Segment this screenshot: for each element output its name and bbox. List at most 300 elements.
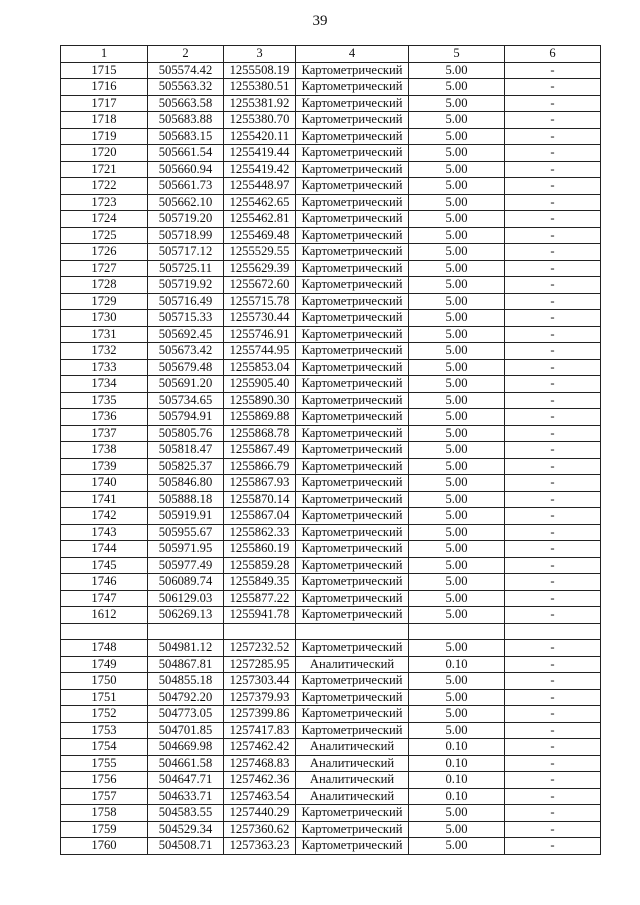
accuracy-cell: 5.00 — [409, 359, 505, 376]
y-coordinate-cell: 1255448.97 — [224, 178, 296, 195]
x-coordinate-cell: 505717.12 — [148, 244, 224, 261]
note-cell: - — [505, 755, 601, 772]
table-row — [61, 79, 601, 96]
accuracy-cell: 5.00 — [409, 475, 505, 492]
note-cell: - — [505, 145, 601, 162]
note-cell: - — [505, 442, 601, 459]
note-cell: - — [505, 343, 601, 360]
x-coordinate-cell: 505846.80 — [148, 475, 224, 492]
note-cell: - — [505, 260, 601, 277]
table-row — [61, 425, 601, 442]
method-cell: Картометрический — [296, 590, 409, 607]
x-coordinate-cell: 506269.13 — [148, 607, 224, 624]
method-cell: Картометрический — [296, 62, 409, 79]
header-cell-1: 1 — [61, 46, 148, 63]
method-cell — [296, 623, 409, 640]
page-number: 39 — [312, 13, 328, 29]
method-cell: Картометрический — [296, 673, 409, 690]
y-coordinate-cell: 1257285.95 — [224, 656, 296, 673]
accuracy-cell — [409, 623, 505, 640]
accuracy-cell: 5.00 — [409, 343, 505, 360]
x-coordinate-cell: 505691.20 — [148, 376, 224, 393]
method-cell: Картометрический — [296, 211, 409, 228]
y-coordinate-cell: 1257417.83 — [224, 722, 296, 739]
y-coordinate-cell: 1255744.95 — [224, 343, 296, 360]
note-cell: - — [505, 310, 601, 327]
y-coordinate-cell: 1257399.86 — [224, 706, 296, 723]
accuracy-cell: 5.00 — [409, 145, 505, 162]
method-cell: Картометрический — [296, 805, 409, 822]
header-cell-2: 2 — [148, 46, 224, 63]
note-cell: - — [505, 194, 601, 211]
x-coordinate-cell: 505971.95 — [148, 541, 224, 558]
note-cell: - — [505, 376, 601, 393]
x-coordinate-cell: 505673.42 — [148, 343, 224, 360]
accuracy-cell: 5.00 — [409, 244, 505, 261]
accuracy-cell: 5.00 — [409, 260, 505, 277]
table-row — [61, 508, 601, 525]
accuracy-cell: 5.00 — [409, 161, 505, 178]
y-coordinate-cell: 1255380.51 — [224, 79, 296, 96]
note-cell: - — [505, 392, 601, 409]
note-cell: - — [505, 574, 601, 591]
accuracy-cell: 5.00 — [409, 458, 505, 475]
y-coordinate-cell: 1255508.19 — [224, 62, 296, 79]
x-coordinate-cell: 506129.03 — [148, 590, 224, 607]
table-row — [61, 574, 601, 591]
x-coordinate-cell: 505794.91 — [148, 409, 224, 426]
y-coordinate-cell: 1257440.29 — [224, 805, 296, 822]
x-coordinate-cell: 505715.33 — [148, 310, 224, 327]
table-row — [61, 409, 601, 426]
x-coordinate-cell: 505805.76 — [148, 425, 224, 442]
method-cell: Картометрический — [296, 574, 409, 591]
accuracy-cell: 5.00 — [409, 491, 505, 508]
point-number-cell: 1721 — [61, 161, 148, 178]
point-number-cell: 1729 — [61, 293, 148, 310]
table-row — [61, 623, 601, 640]
point-number-cell: 1745 — [61, 557, 148, 574]
accuracy-cell: 5.00 — [409, 590, 505, 607]
y-coordinate-cell: 1255867.49 — [224, 442, 296, 459]
y-coordinate-cell: 1255870.14 — [224, 491, 296, 508]
y-coordinate-cell: 1255866.79 — [224, 458, 296, 475]
header-cell-4: 4 — [296, 46, 409, 63]
note-cell: - — [505, 689, 601, 706]
y-coordinate-cell: 1257303.44 — [224, 673, 296, 690]
point-number-cell: 1748 — [61, 640, 148, 657]
method-cell: Картометрический — [296, 541, 409, 558]
x-coordinate-cell: 505719.92 — [148, 277, 224, 294]
table-row — [61, 607, 601, 624]
method-cell: Картометрический — [296, 409, 409, 426]
x-coordinate-cell: 504508.71 — [148, 838, 224, 855]
point-number-cell: 1727 — [61, 260, 148, 277]
point-number-cell: 1719 — [61, 128, 148, 145]
x-coordinate-cell: 505683.15 — [148, 128, 224, 145]
y-coordinate-cell: 1255869.88 — [224, 409, 296, 426]
table-row — [61, 541, 601, 558]
accuracy-cell: 5.00 — [409, 293, 505, 310]
note-cell: - — [505, 491, 601, 508]
y-coordinate-cell: 1255419.44 — [224, 145, 296, 162]
x-coordinate-cell: 505734.65 — [148, 392, 224, 409]
point-number-cell: 1725 — [61, 227, 148, 244]
note-cell: - — [505, 838, 601, 855]
note-cell: - — [505, 475, 601, 492]
accuracy-cell: 5.00 — [409, 689, 505, 706]
method-cell: Картометрический — [296, 706, 409, 723]
point-number-cell: 1730 — [61, 310, 148, 327]
note-cell: - — [505, 409, 601, 426]
accuracy-cell: 0.10 — [409, 656, 505, 673]
note-cell: - — [505, 458, 601, 475]
accuracy-cell: 0.10 — [409, 772, 505, 789]
accuracy-cell: 5.00 — [409, 557, 505, 574]
point-number-cell: 1735 — [61, 392, 148, 409]
accuracy-cell: 5.00 — [409, 821, 505, 838]
x-coordinate-cell: 505725.11 — [148, 260, 224, 277]
y-coordinate-cell: 1257462.36 — [224, 772, 296, 789]
y-coordinate-cell: 1255849.35 — [224, 574, 296, 591]
x-coordinate-cell: 505661.54 — [148, 145, 224, 162]
table-row — [61, 458, 601, 475]
accuracy-cell: 0.10 — [409, 788, 505, 805]
method-cell: Картометрический — [296, 689, 409, 706]
point-number-cell: 1757 — [61, 788, 148, 805]
note-cell — [505, 623, 601, 640]
table-row — [61, 62, 601, 79]
note-cell: - — [505, 772, 601, 789]
point-number-cell: 1760 — [61, 838, 148, 855]
table-row — [61, 821, 601, 838]
x-coordinate-cell: 504529.34 — [148, 821, 224, 838]
point-number-cell: 1724 — [61, 211, 148, 228]
x-coordinate-cell: 505977.49 — [148, 557, 224, 574]
x-coordinate-cell: 506089.74 — [148, 574, 224, 591]
table-row — [61, 590, 601, 607]
method-cell: Картометрический — [296, 194, 409, 211]
note-cell: - — [505, 79, 601, 96]
y-coordinate-cell: 1255462.65 — [224, 194, 296, 211]
table-row — [61, 656, 601, 673]
point-number-cell: 1717 — [61, 95, 148, 112]
method-cell: Аналитический — [296, 772, 409, 789]
table-row — [61, 755, 601, 772]
x-coordinate-cell: 505919.91 — [148, 508, 224, 525]
table-row — [61, 689, 601, 706]
y-coordinate-cell: 1255629.39 — [224, 260, 296, 277]
point-number-cell: 1737 — [61, 425, 148, 442]
x-coordinate-cell: 504661.58 — [148, 755, 224, 772]
y-coordinate-cell: 1255941.78 — [224, 607, 296, 624]
point-number-cell: 1731 — [61, 326, 148, 343]
method-cell: Картометрический — [296, 161, 409, 178]
accuracy-cell: 5.00 — [409, 277, 505, 294]
x-coordinate-cell: 505718.99 — [148, 227, 224, 244]
note-cell: - — [505, 607, 601, 624]
accuracy-cell: 0.10 — [409, 755, 505, 772]
point-number-cell: 1741 — [61, 491, 148, 508]
y-coordinate-cell: 1257363.23 — [224, 838, 296, 855]
x-coordinate-cell: 504981.12 — [148, 640, 224, 657]
point-number-cell: 1754 — [61, 739, 148, 756]
table-row — [61, 145, 601, 162]
method-cell: Картометрический — [296, 392, 409, 409]
method-cell: Картометрический — [296, 508, 409, 525]
table-row — [61, 112, 601, 129]
table-row — [61, 491, 601, 508]
point-number-cell: 1732 — [61, 343, 148, 360]
method-cell: Картометрический — [296, 128, 409, 145]
x-coordinate-cell: 505574.42 — [148, 62, 224, 79]
note-cell: - — [505, 326, 601, 343]
accuracy-cell: 5.00 — [409, 574, 505, 591]
header-cell-3: 3 — [224, 46, 296, 63]
method-cell: Картометрический — [296, 277, 409, 294]
note-cell: - — [505, 524, 601, 541]
method-cell: Картометрический — [296, 821, 409, 838]
accuracy-cell: 5.00 — [409, 541, 505, 558]
y-coordinate-cell: 1255853.04 — [224, 359, 296, 376]
method-cell: Аналитический — [296, 739, 409, 756]
y-coordinate-cell: 1255905.40 — [224, 376, 296, 393]
point-number-cell: 1744 — [61, 541, 148, 558]
x-coordinate-cell: 505663.58 — [148, 95, 224, 112]
method-cell: Картометрический — [296, 376, 409, 393]
method-cell: Картометрический — [296, 475, 409, 492]
x-coordinate-cell: 505679.48 — [148, 359, 224, 376]
x-coordinate-cell: 505825.37 — [148, 458, 224, 475]
accuracy-cell: 5.00 — [409, 178, 505, 195]
table-row — [61, 194, 601, 211]
method-cell: Картометрический — [296, 359, 409, 376]
accuracy-cell: 5.00 — [409, 524, 505, 541]
method-cell: Картометрический — [296, 178, 409, 195]
accuracy-cell: 5.00 — [409, 326, 505, 343]
y-coordinate-cell: 1255859.28 — [224, 557, 296, 574]
table-row — [61, 557, 601, 574]
y-coordinate-cell: 1255420.11 — [224, 128, 296, 145]
y-coordinate-cell: 1255381.92 — [224, 95, 296, 112]
x-coordinate-cell: 504583.55 — [148, 805, 224, 822]
y-coordinate-cell: 1255715.78 — [224, 293, 296, 310]
x-coordinate-cell: 504867.81 — [148, 656, 224, 673]
y-coordinate-cell: 1255867.93 — [224, 475, 296, 492]
header-cell-5: 5 — [409, 46, 505, 63]
method-cell: Картометрический — [296, 310, 409, 327]
method-cell: Картометрический — [296, 458, 409, 475]
point-number-cell: 1759 — [61, 821, 148, 838]
y-coordinate-cell: 1255890.30 — [224, 392, 296, 409]
table-row — [61, 244, 601, 261]
point-number-cell: 1755 — [61, 755, 148, 772]
note-cell: - — [505, 359, 601, 376]
note-cell: - — [505, 590, 601, 607]
y-coordinate-cell — [224, 623, 296, 640]
method-cell: Картометрический — [296, 293, 409, 310]
point-number-cell: 1752 — [61, 706, 148, 723]
method-cell: Картометрический — [296, 260, 409, 277]
note-cell: - — [505, 706, 601, 723]
table-row — [61, 392, 601, 409]
method-cell: Картометрический — [296, 326, 409, 343]
note-cell: - — [505, 656, 601, 673]
accuracy-cell: 5.00 — [409, 211, 505, 228]
table-row — [61, 293, 601, 310]
accuracy-cell: 5.00 — [409, 95, 505, 112]
point-number-cell: 1756 — [61, 772, 148, 789]
point-number-cell: 1758 — [61, 805, 148, 822]
point-number-cell: 1723 — [61, 194, 148, 211]
note-cell: - — [505, 95, 601, 112]
accuracy-cell: 5.00 — [409, 128, 505, 145]
note-cell: - — [505, 425, 601, 442]
method-cell: Картометрический — [296, 145, 409, 162]
table-row — [61, 161, 601, 178]
method-cell: Картометрический — [296, 442, 409, 459]
note-cell: - — [505, 805, 601, 822]
table-row — [61, 227, 601, 244]
note-cell: - — [505, 541, 601, 558]
y-coordinate-cell: 1257360.62 — [224, 821, 296, 838]
x-coordinate-cell: 504701.85 — [148, 722, 224, 739]
table-row — [61, 838, 601, 855]
accuracy-cell: 5.00 — [409, 838, 505, 855]
point-number-cell: 1720 — [61, 145, 148, 162]
note-cell: - — [505, 508, 601, 525]
method-cell: Картометрический — [296, 112, 409, 129]
y-coordinate-cell: 1257463.54 — [224, 788, 296, 805]
point-number-cell: 1728 — [61, 277, 148, 294]
table-row — [61, 376, 601, 393]
method-cell: Картометрический — [296, 640, 409, 657]
x-coordinate-cell: 504855.18 — [148, 673, 224, 690]
header-cell-6: 6 — [505, 46, 601, 63]
x-coordinate-cell: 505716.49 — [148, 293, 224, 310]
point-number-cell: 1751 — [61, 689, 148, 706]
table-row — [61, 475, 601, 492]
x-coordinate-cell: 504773.05 — [148, 706, 224, 723]
point-number-cell — [61, 623, 148, 640]
method-cell: Аналитический — [296, 755, 409, 772]
y-coordinate-cell: 1255862.33 — [224, 524, 296, 541]
table-header — [61, 46, 601, 63]
point-number-cell: 1749 — [61, 656, 148, 673]
accuracy-cell: 5.00 — [409, 722, 505, 739]
x-coordinate-cell: 505661.73 — [148, 178, 224, 195]
method-cell: Аналитический — [296, 788, 409, 805]
x-coordinate-cell: 504647.71 — [148, 772, 224, 789]
accuracy-cell: 5.00 — [409, 640, 505, 657]
y-coordinate-cell: 1255672.60 — [224, 277, 296, 294]
accuracy-cell: 5.00 — [409, 62, 505, 79]
point-number-cell: 1750 — [61, 673, 148, 690]
point-number-cell: 1746 — [61, 574, 148, 591]
table-row — [61, 95, 601, 112]
point-number-cell: 1747 — [61, 590, 148, 607]
y-coordinate-cell: 1255469.48 — [224, 227, 296, 244]
point-number-cell: 1738 — [61, 442, 148, 459]
x-coordinate-cell: 505692.45 — [148, 326, 224, 343]
x-coordinate-cell: 505818.47 — [148, 442, 224, 459]
note-cell: - — [505, 178, 601, 195]
y-coordinate-cell: 1255730.44 — [224, 310, 296, 327]
header-row — [61, 46, 601, 63]
x-coordinate-cell: 505662.10 — [148, 194, 224, 211]
y-coordinate-cell: 1255877.22 — [224, 590, 296, 607]
y-coordinate-cell: 1255868.78 — [224, 425, 296, 442]
note-cell: - — [505, 277, 601, 294]
y-coordinate-cell: 1255860.19 — [224, 541, 296, 558]
accuracy-cell: 5.00 — [409, 310, 505, 327]
accuracy-cell: 5.00 — [409, 376, 505, 393]
point-number-cell: 1739 — [61, 458, 148, 475]
note-cell: - — [505, 293, 601, 310]
point-number-cell: 1715 — [61, 62, 148, 79]
table-row — [61, 326, 601, 343]
note-cell: - — [505, 788, 601, 805]
accuracy-cell: 0.10 — [409, 739, 505, 756]
table-row — [61, 772, 601, 789]
table-row — [61, 673, 601, 690]
point-number-cell: 1743 — [61, 524, 148, 541]
method-cell: Аналитический — [296, 656, 409, 673]
point-number-cell: 1726 — [61, 244, 148, 261]
method-cell: Картометрический — [296, 722, 409, 739]
note-cell: - — [505, 112, 601, 129]
method-cell: Картометрический — [296, 244, 409, 261]
note-cell: - — [505, 722, 601, 739]
method-cell: Картометрический — [296, 607, 409, 624]
table-row — [61, 524, 601, 541]
x-coordinate-cell: 504792.20 — [148, 689, 224, 706]
point-number-cell: 1722 — [61, 178, 148, 195]
method-cell: Картометрический — [296, 79, 409, 96]
accuracy-cell: 5.00 — [409, 442, 505, 459]
table-row — [61, 178, 601, 195]
point-number-cell: 1742 — [61, 508, 148, 525]
y-coordinate-cell: 1257379.93 — [224, 689, 296, 706]
point-number-cell: 1753 — [61, 722, 148, 739]
x-coordinate-cell: 505563.32 — [148, 79, 224, 96]
table-row — [61, 277, 601, 294]
method-cell: Картометрический — [296, 524, 409, 541]
x-coordinate-cell: 505660.94 — [148, 161, 224, 178]
note-cell: - — [505, 161, 601, 178]
x-coordinate-cell — [148, 623, 224, 640]
table-row — [61, 805, 601, 822]
accuracy-cell: 5.00 — [409, 112, 505, 129]
table-row — [61, 343, 601, 360]
method-cell: Картометрический — [296, 838, 409, 855]
y-coordinate-cell: 1257462.42 — [224, 739, 296, 756]
note-cell: - — [505, 62, 601, 79]
x-coordinate-cell: 505683.88 — [148, 112, 224, 129]
accuracy-cell: 5.00 — [409, 508, 505, 525]
x-coordinate-cell: 505888.18 — [148, 491, 224, 508]
note-cell: - — [505, 244, 601, 261]
table-row — [61, 706, 601, 723]
point-number-cell: 1736 — [61, 409, 148, 426]
accuracy-cell: 5.00 — [409, 425, 505, 442]
y-coordinate-cell: 1255529.55 — [224, 244, 296, 261]
table-row — [61, 442, 601, 459]
method-cell: Картометрический — [296, 95, 409, 112]
accuracy-cell: 5.00 — [409, 409, 505, 426]
point-number-cell: 1718 — [61, 112, 148, 129]
table-row — [61, 722, 601, 739]
